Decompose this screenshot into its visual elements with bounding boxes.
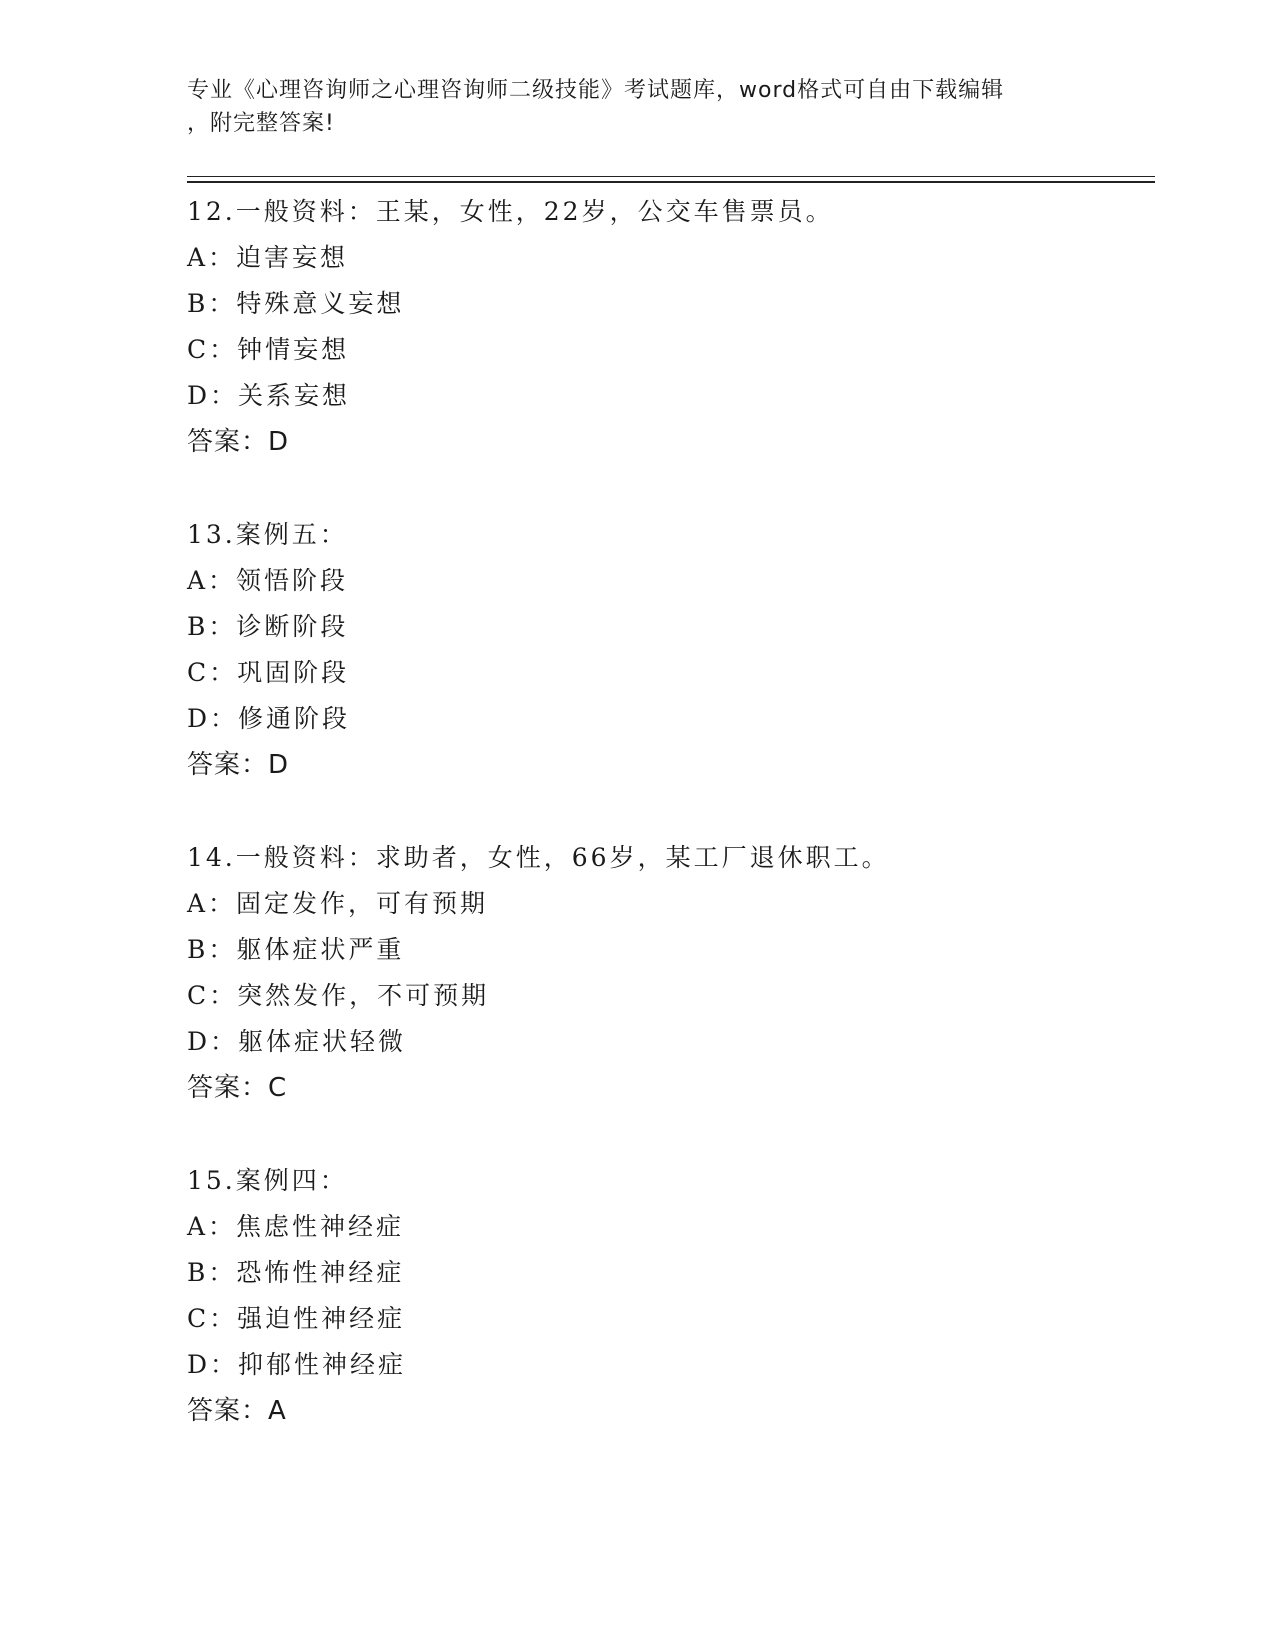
answer-value: C — [268, 1073, 288, 1103]
question-13 — [187, 512, 1155, 788]
answer-value: D — [268, 750, 290, 780]
answer-line — [187, 1065, 1155, 1111]
option-c: C：强迫性神经症 — [187, 1304, 406, 1333]
option-b: B：恐怖性神经症 — [187, 1258, 405, 1287]
question-stem: 12.一般资料：王某，女性，22岁，公交车售票员。 — [187, 197, 834, 226]
answer-label: 答案： — [187, 427, 269, 457]
option-c: C：突然发作，不可预期 — [187, 981, 490, 1010]
option-d: D：躯体症状轻微 — [187, 1027, 407, 1056]
document-header — [187, 74, 1067, 140]
answer-line — [187, 419, 1155, 465]
question-15 — [187, 1158, 1155, 1434]
option-a: A：固定发作，可有预期 — [187, 889, 489, 918]
answer-value: A — [268, 1396, 287, 1426]
option-d: D：抑郁性神经症 — [187, 1350, 407, 1379]
option-b: B：躯体症状严重 — [187, 935, 405, 964]
question-12 — [187, 189, 1155, 465]
answer-label: 答案： — [187, 750, 269, 780]
header-line-1: 专业《心理咨询师之心理咨询师二级技能》考试题库，word格式可自由下载编辑 — [187, 78, 1005, 103]
answer-label: 答案： — [187, 1073, 269, 1103]
question-stem: 13.案例五： — [187, 520, 348, 549]
option-a: A：迫害妄想 — [187, 243, 349, 272]
option-a: A：领悟阶段 — [187, 566, 349, 595]
header-divider-thick — [187, 181, 1155, 183]
option-d: D：关系妄想 — [187, 381, 351, 410]
option-c: C：钟情妄想 — [187, 335, 350, 364]
question-stem: 14.一般资料：求助者，女性，66岁，某工厂退休职工。 — [187, 843, 890, 872]
answer-line — [187, 742, 1155, 788]
option-c: C：巩固阶段 — [187, 658, 350, 687]
header-line-2: ，附完整答案! — [187, 111, 335, 136]
answer-label: 答案： — [187, 1396, 269, 1426]
option-b: B：特殊意义妄想 — [187, 289, 405, 318]
answer-value: D — [268, 427, 290, 457]
answer-line — [187, 1388, 1155, 1434]
option-a: A：焦虑性神经症 — [187, 1212, 405, 1241]
question-list — [187, 189, 1155, 1481]
option-b: B：诊断阶段 — [187, 612, 349, 641]
option-d: D：修通阶段 — [187, 704, 351, 733]
question-14 — [187, 835, 1155, 1111]
header-divider-thin — [187, 176, 1155, 177]
question-stem: 15.案例四： — [187, 1166, 348, 1195]
